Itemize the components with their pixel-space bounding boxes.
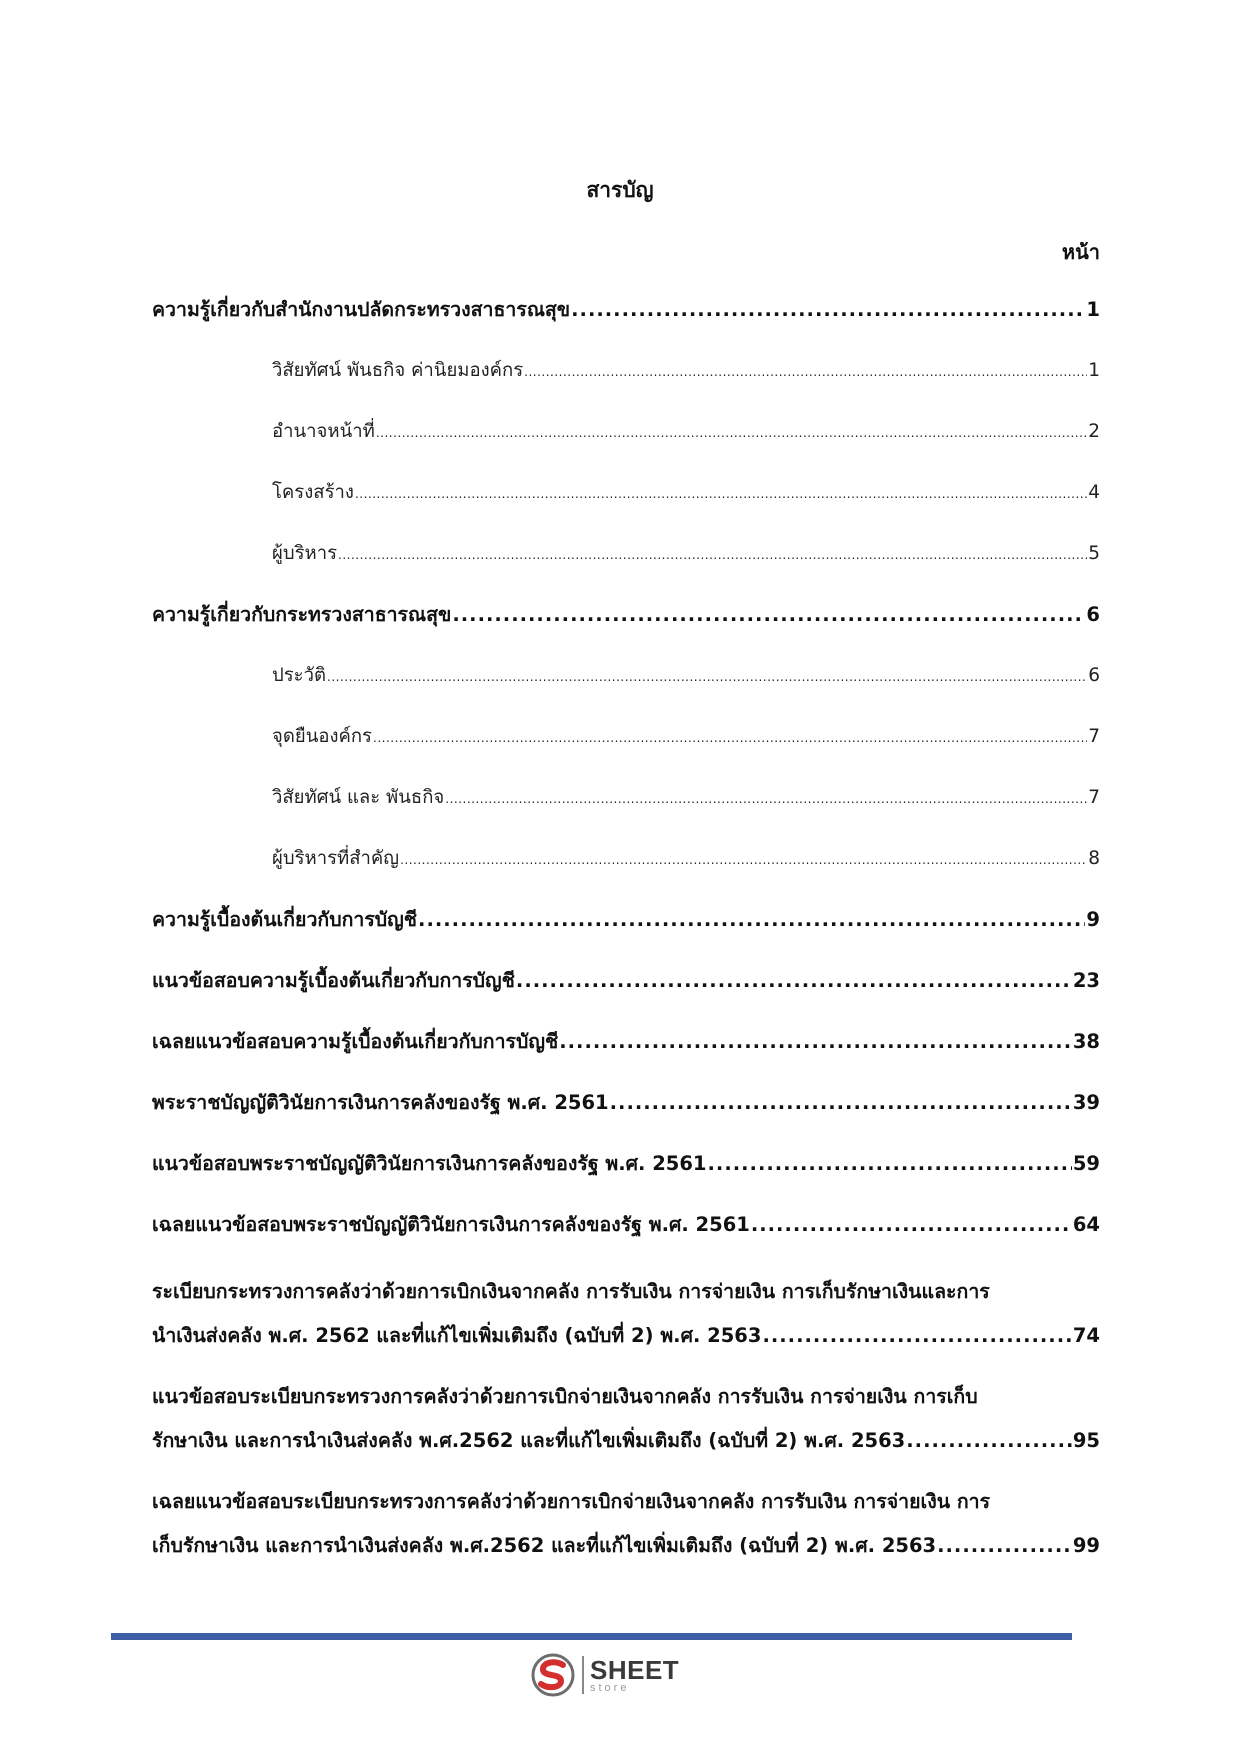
toc-page-number: 7 [1088, 787, 1100, 808]
toc-main-entry[interactable] [152, 595, 1100, 656]
toc-main-entry[interactable] [152, 1205, 1100, 1266]
toc-main-entry[interactable] [152, 1022, 1100, 1083]
toc-main-entry[interactable] [152, 1083, 1100, 1144]
toc-entry-title: อำนาจหน้าที่ [272, 421, 375, 442]
toc-line [152, 290, 1100, 351]
toc-entry-title: ความรู้เกี่ยวกับสำนักงานปลัดกระทรวงสาธารณสุข [152, 298, 571, 321]
toc-main-entry[interactable] [152, 1377, 1100, 1465]
toc-line [152, 1316, 1100, 1360]
toc-line [152, 1272, 1100, 1316]
logo-subtext: store [590, 1681, 630, 1694]
toc-line [152, 1482, 1100, 1526]
toc-entry-title: จุดยืนองค์กร [272, 726, 372, 747]
toc-main-entry[interactable] [152, 1482, 1100, 1570]
toc-sub-entry[interactable] [152, 473, 1100, 534]
dot-leader [751, 1205, 1072, 1245]
dot-leader [762, 1316, 1071, 1356]
dot-leader [906, 1421, 1072, 1461]
logo-wordmark: SHEET [590, 1654, 680, 1685]
sheet-store-logo [530, 1652, 679, 1698]
toc-line [272, 656, 1100, 717]
dot-leader [327, 657, 1087, 697]
page-column-header: หน้า [1061, 240, 1100, 264]
page-title: สารบัญ [586, 178, 654, 202]
toc-line [152, 1022, 1100, 1083]
dot-leader [559, 1022, 1072, 1062]
toc-line [152, 1083, 1100, 1144]
toc-line [152, 595, 1100, 656]
toc-page-number: 9 [1086, 908, 1100, 931]
toc-sub-entry[interactable] [152, 656, 1100, 717]
toc-line [272, 412, 1100, 473]
dot-leader [373, 718, 1087, 758]
toc-sub-entry[interactable] [152, 412, 1100, 473]
toc-entry-title: ความรู้เกี่ยวกับกระทรวงสาธารณสุข [152, 603, 452, 626]
toc-sub-entry[interactable] [152, 717, 1100, 778]
toc-entry-title: รักษาเงิน และการนำเงินส่งคลัง พ.ศ.2562 และที่แก้ไขเพิ่มเติมถึง (ฉบับที่ 2) พ.ศ. 2563 [152, 1429, 906, 1452]
toc-page-number: 6 [1086, 603, 1100, 626]
toc-sub-entry[interactable] [152, 778, 1100, 839]
toc-page-number: 2 [1088, 421, 1100, 442]
toc-line [272, 839, 1100, 900]
toc-line [152, 1526, 1100, 1570]
toc-page-number: 74 [1072, 1324, 1100, 1347]
toc-line [152, 1144, 1100, 1205]
toc-page-number: 23 [1072, 969, 1100, 992]
toc-page-number: 1 [1086, 298, 1100, 321]
toc-main-entry[interactable] [152, 961, 1100, 1022]
toc-sub-entry[interactable] [152, 839, 1100, 900]
toc-page-number: 6 [1088, 665, 1100, 686]
toc-entry-title: โครงสร้าง [272, 482, 354, 503]
toc-entry-title: แนวข้อสอบพระราชบัญญัติวินัยการเงินการคลังของรัฐ พ.ศ. 2561 [152, 1152, 707, 1175]
toc-entry-title: วิสัยทัศน์ และ พันธกิจ [272, 787, 445, 808]
dot-leader [376, 413, 1087, 453]
dot-leader [445, 779, 1087, 819]
dot-leader [516, 961, 1072, 1001]
toc-page-number: 7 [1088, 726, 1100, 747]
toc-line [152, 1377, 1100, 1421]
toc-entry-title: นำเงินส่งคลัง พ.ศ. 2562 และที่แก้ไขเพิ่มเติมถึง (ฉบับที่ 2) พ.ศ. 2563 [152, 1324, 762, 1347]
toc-page-number: 64 [1072, 1213, 1100, 1236]
toc-entry-title: พระราชบัญญัติวินัยการเงินการคลังของรัฐ พ.ศ. 2561 [152, 1091, 609, 1114]
toc-entry-title: เฉลยแนวข้อสอบความรู้เบื้องต้นเกี่ยวกับการบัญชี [152, 1030, 559, 1053]
toc-page-number: 1 [1088, 360, 1100, 381]
toc-entry-title: เฉลยแนวข้อสอบระเบียบกระทรวงการคลังว่าด้วยการเบิกจ่ายเงินจากคลัง การรับเงิน การจ่ายเงิน การ [152, 1490, 991, 1513]
dot-leader [355, 474, 1087, 514]
toc-page-number: 38 [1072, 1030, 1100, 1053]
toc-line [152, 1421, 1100, 1465]
dot-leader [571, 290, 1085, 330]
toc-entry-title: ความรู้เบื้องต้นเกี่ยวกับการบัญชี [152, 908, 418, 931]
toc-page-number: 59 [1072, 1152, 1100, 1175]
dot-leader [524, 352, 1087, 392]
table-of-contents [152, 290, 1100, 1587]
toc-sub-entry[interactable] [152, 534, 1100, 595]
toc-line [272, 473, 1100, 534]
toc-line [272, 717, 1100, 778]
dot-leader [338, 535, 1087, 575]
toc-line [272, 351, 1100, 412]
toc-line [272, 778, 1100, 839]
toc-main-entry[interactable] [152, 290, 1100, 351]
toc-main-entry[interactable] [152, 1272, 1100, 1360]
toc-main-entry[interactable] [152, 900, 1100, 961]
dot-leader [937, 1526, 1072, 1566]
dot-leader [400, 840, 1087, 880]
toc-entry-title: ผู้บริหารที่สำคัญ [272, 848, 400, 869]
logo-separator [582, 1656, 584, 1694]
toc-page-number: 5 [1088, 543, 1100, 564]
toc-entry-title: ประวัติ [272, 665, 327, 686]
dot-leader [452, 595, 1085, 635]
toc-page-number: 95 [1072, 1429, 1100, 1452]
toc-entry-title: ผู้บริหาร [272, 543, 338, 564]
dot-leader [418, 900, 1085, 940]
toc-line [152, 1205, 1100, 1266]
toc-sub-entry[interactable] [152, 351, 1100, 412]
dot-leader [610, 1083, 1072, 1123]
toc-page-number: 99 [1072, 1534, 1100, 1557]
toc-entry-title: แนวข้อสอบความรู้เบื้องต้นเกี่ยวกับการบัญชี [152, 969, 515, 992]
toc-entry-title: เก็บรักษาเงิน และการนำเงินส่งคลัง พ.ศ.2562 และที่แก้ไขเพิ่มเติมถึง (ฉบับที่ 2) พ.ศ. 2563 [152, 1534, 937, 1557]
toc-entry-title: ระเบียบกระทรวงการคลังว่าด้วยการเบิกเงินจากคลัง การรับเงิน การจ่ายเงิน การเก็บรักษาเงินและการ [152, 1280, 990, 1303]
toc-entry-title: แนวข้อสอบระเบียบกระทรวงการคลังว่าด้วยการเบิกจ่ายเงินจากคลัง การรับเงิน การจ่ายเงิน การเก็บ [152, 1385, 978, 1408]
toc-line [272, 534, 1100, 595]
toc-entry-title: วิสัยทัศน์ พันธกิจ ค่านิยมองค์กร [272, 360, 524, 381]
toc-page-number: 39 [1072, 1091, 1100, 1114]
toc-entry-title: เฉลยแนวข้อสอบพระราชบัญญัติวินัยการเงินการคลังของรัฐ พ.ศ. 2561 [152, 1213, 750, 1236]
sheet-store-logo-icon [530, 1652, 576, 1698]
footer-divider [111, 1633, 1072, 1640]
toc-line [152, 961, 1100, 1022]
toc-page-number: 8 [1088, 848, 1100, 869]
dot-leader [708, 1144, 1072, 1184]
toc-main-entry[interactable] [152, 1144, 1100, 1205]
toc-page-number: 4 [1088, 482, 1100, 503]
toc-line [152, 900, 1100, 961]
